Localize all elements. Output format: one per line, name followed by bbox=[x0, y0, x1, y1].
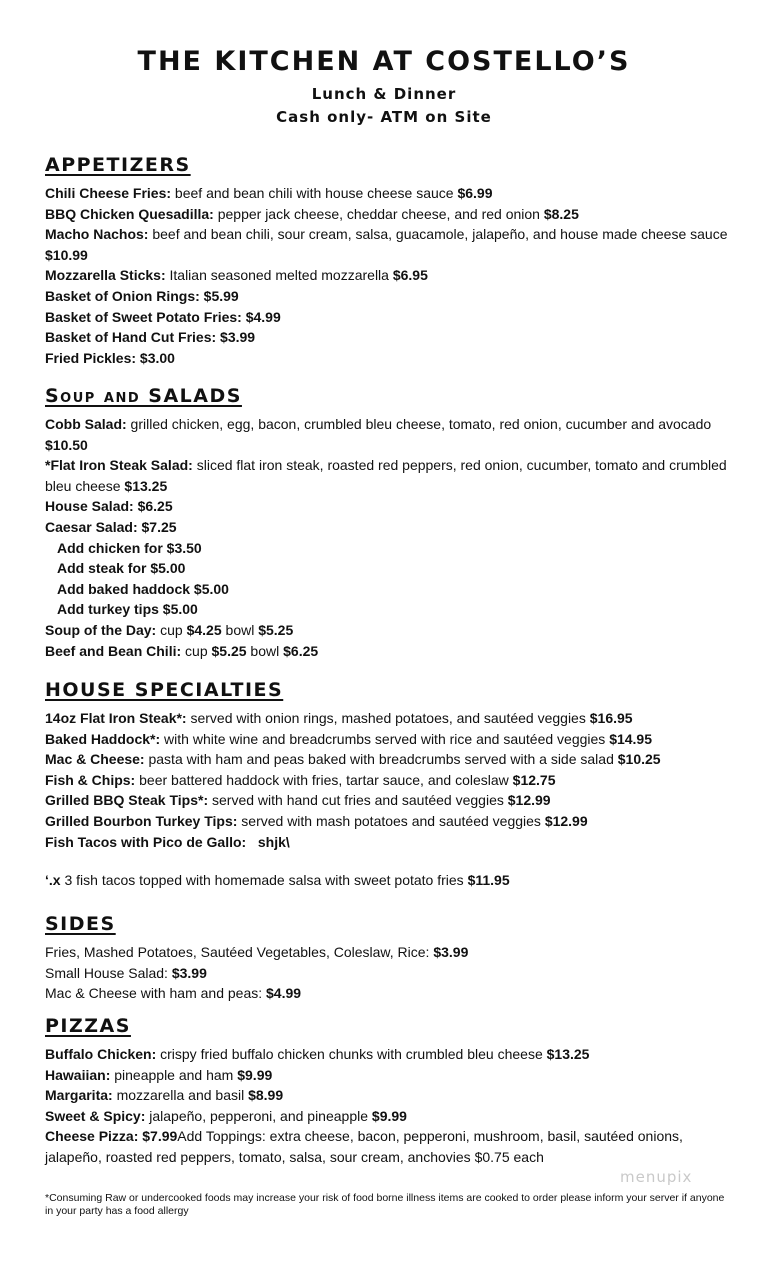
menu-item: Macho Nachos: beef and bean chili, sour cream, salsa, guacamole, jalapeño, and house made cheese sauce $10.99 bbox=[45, 226, 728, 263]
menu-item: Sweet & Spicy: jalapeño, pepperoni, and pineapple $9.99 bbox=[45, 1107, 407, 1124]
menu-item: Fish & Chips: beer battered haddock with fries, tartar sauce, and coleslaw $12.75 bbox=[45, 771, 556, 788]
allergy-footnote: *Consuming Raw or undercooked foods may increase your risk of food borne illness items are cooked to order please inform your server if anyone in your party has a food allergy bbox=[45, 1192, 725, 1217]
menu-item: Basket of Sweet Potato Fries: $4.99 bbox=[45, 308, 281, 325]
menu-item: Cheese Pizza: $7.99Add Toppings: extra cheese, bacon, pepperoni, mushroom, basil, sautéed onions, jalapeño, roasted red peppers, tomato, salsa, sour cream, anchovies $0.75 each bbox=[45, 1128, 683, 1165]
menu-item: Fries, Mashed Potatoes, Sautéed Vegetables, Coleslaw, Rice: $3.99 bbox=[45, 944, 469, 960]
appetizers-section bbox=[45, 153, 735, 368]
menu-item: Beef and Bean Chili: cup $5.25 bowl $6.25 bbox=[45, 642, 319, 659]
menu-item: Small House Salad: $3.99 bbox=[45, 964, 207, 981]
menu-item: House Salad: $6.25 bbox=[45, 498, 173, 515]
menu-item: Fried Pickles: $3.00 bbox=[45, 349, 175, 366]
addon-item: Add chicken for $3.50 bbox=[57, 539, 202, 556]
menu-item: Fish Tacos with Pico de Gallo: shjk\ bbox=[45, 833, 290, 850]
addon-item: Add steak for $5.00 bbox=[57, 560, 186, 577]
menu-item: Mozzarella Sticks: Italian seasoned melted mozzarella $6.95 bbox=[45, 267, 428, 284]
soups-salads-section bbox=[45, 384, 735, 661]
menu-item: Soup of the Day: cup $4.25 bowl $5.25 bbox=[45, 621, 294, 638]
menu-item: BBQ Chicken Quesadilla: pepper jack cheese, cheddar cheese, and red onion $8.25 bbox=[45, 205, 579, 222]
menu-item: *Flat Iron Steak Salad: sliced flat iron steak, roasted red peppers, red onion, cucumber, tomato and crumbled bleu cheese $13.25 bbox=[45, 457, 727, 494]
pizzas-section bbox=[45, 1014, 735, 1168]
menu-item: Grilled Bourbon Turkey Tips: served with mash potatoes and sautéed veggies $12.99 bbox=[45, 812, 588, 829]
menu-item: Grilled BBQ Steak Tips*: served with hand cut fries and sautéed veggies $12.99 bbox=[45, 792, 551, 809]
menu-item: Hawaiian: pineapple and ham $9.99 bbox=[45, 1066, 273, 1083]
menu-item: Chili Cheese Fries: beef and bean chili with house cheese sauce $6.99 bbox=[45, 185, 493, 201]
menu-item: Mac & Cheese: pasta with ham and peas baked with breadcrumbs served with a side salad $10.25 bbox=[45, 751, 661, 768]
payment-subtitle: Cash only- ATM on Site bbox=[276, 108, 492, 126]
menu-item: Buffalo Chicken: crispy fried buffalo chicken chunks with crumbled bleu cheese $13.25 bbox=[45, 1046, 590, 1062]
menupix-watermark: menupix bbox=[620, 1168, 693, 1186]
sides-section bbox=[45, 912, 735, 1004]
menu-item: Basket of Hand Cut Fries: $3.99 bbox=[45, 329, 256, 346]
menu-item: Cobb Salad: grilled chicken, egg, bacon, crumbled bleu cheese, tomato, red onion, cucumber and avocado $10.50 bbox=[45, 416, 712, 453]
menu-item: Baked Haddock*: with white wine and breadcrumbs served with rice and sautéed veggies $14.95 bbox=[45, 730, 653, 747]
menu-item: Basket of Onion Rings: $5.99 bbox=[45, 287, 239, 304]
addon-item: Add baked haddock $5.00 bbox=[57, 580, 229, 597]
pizzas-heading: PIZZAS bbox=[45, 1015, 131, 1037]
menu-item: Mac & Cheese with ham and peas: $4.99 bbox=[45, 985, 302, 1002]
appetizers-heading: APPETIZERS bbox=[45, 154, 191, 176]
taco-note: ‘.x 3 fish tacos topped with homemade salsa with sweet potato fries $11.95 bbox=[45, 872, 510, 889]
soups-heading: Soup and SALADS bbox=[45, 385, 242, 407]
restaurant-title: THE KITCHEN AT COSTELLO’S bbox=[137, 46, 631, 77]
menu-item: 14oz Flat Iron Steak*: served with onion rings, mashed potatoes, and sautéed veggies $16.95 bbox=[45, 710, 633, 726]
menu-item: Caesar Salad: $7.25 bbox=[45, 518, 177, 535]
specialties-section bbox=[45, 678, 735, 891]
hours-subtitle: Lunch & Dinner bbox=[311, 85, 457, 103]
specialties-heading: HOUSE SPECIALTIES bbox=[45, 679, 284, 701]
sides-heading: SIDES bbox=[45, 913, 116, 935]
menu-item: Margarita: mozzarella and basil $8.99 bbox=[45, 1087, 284, 1104]
addon-item: Add turkey tips $5.00 bbox=[57, 601, 198, 618]
